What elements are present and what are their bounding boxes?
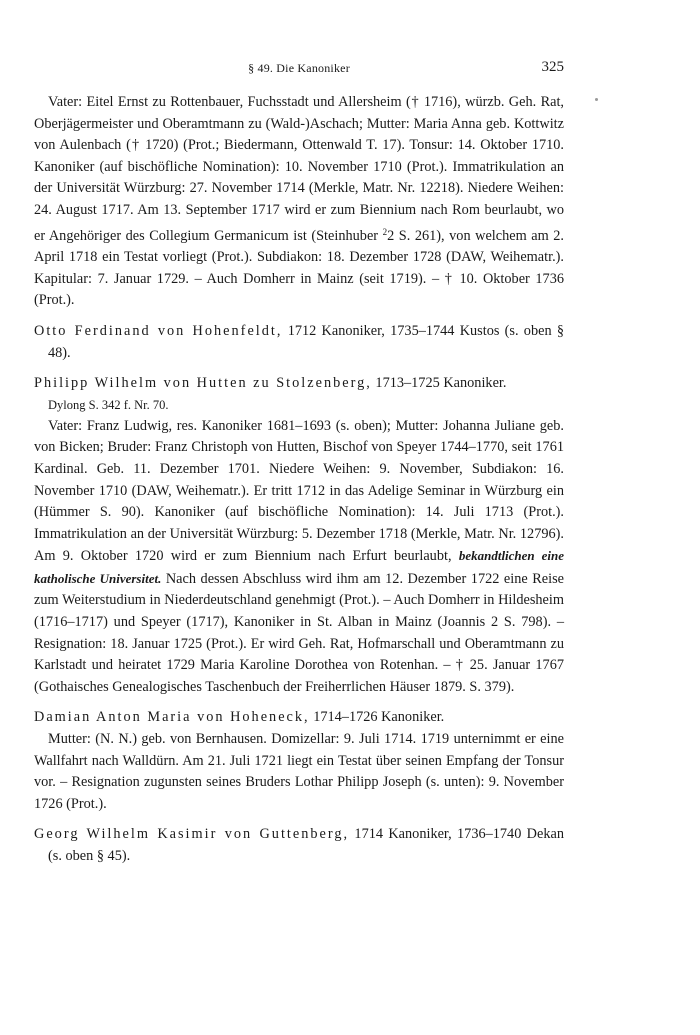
entry-hoheneck — [34, 707, 564, 729]
paragraph-hutten: Vater: Franz Ludwig, res. Kanoniker 1681–1693 (s. oben); Mutter: Johanna Juliane geb. von Bicken; Bruder: Franz Christoph von Hutten, Bischof von Speyer 1744–1770, seit 1761 Kardinal. Geb. 11. Dezember 1701. Niedere Weihen: 9. November, Subdiakon: 16. November 1710 (DAW, Weihematr.). Er tritt 1712 in das Adelige Seminar in Würzburg ein (Hümmer S. 90). Kanoniker (auf bischöfliche Nomination): 14. Juli 1713 (Prot.). Immatrikulation an der Universität Würzburg: 5. Dezember 1718 (Merkle, Matr. Nr. 12796). Am 9. Oktober 1720 wird er zum Biennium nach Erfurt beurlaubt, bekandtlichen eine katholische Universitet. Nach dessen Abschluss wird ihm am 12. Dezember 1722 eine Reise zum Weiterstudium in Niederdeutschland genehmigt (Prot.). – Auch Domherr in Hildesheim (1716–1717) und Speyer (1717), Kanoniker in St. Alban in Mainz (Joannis 2 S. 798). – Resignation: 18. Januar 1725 (Prot.). Er wird Geh. Rat, Hofmarschall und Oberamtmann zu Karlstadt und heiratet 1729 Maria Karoline Dorothea von Rotenhan. – † 25. Januar 1767 (Gothaisches Genealogisches Taschenbuch der Freiherrlichen Häuser 1879. S. 379). — [34, 417, 565, 695]
page-number: 325 — [541, 59, 564, 75]
running-head — [34, 59, 564, 79]
entry-name: Philipp Wilhelm von Hutten zu Stolzenberg, — [34, 375, 372, 392]
entry-summary: 1714–1726 Kanoniker. — [309, 709, 445, 726]
entry-summary: 1713–1725 Kanoniker. — [371, 375, 507, 392]
entry-source: Dylong S. 342 f. Nr. 70. — [48, 397, 169, 412]
body-text — [34, 92, 564, 868]
entry-name: Otto Ferdinand von Hohenfeldt, — [34, 322, 283, 339]
entry-summary: 1712 Kanoniker, 1735–1744 Kustos (s. oben § 48). — [48, 322, 564, 361]
section-title: § 49. Die Kanoniker — [248, 61, 350, 75]
emphasis-quote: bekandtlichen eine katholische Universitet. — [34, 548, 565, 586]
entry-name: Damian Anton Maria von Hoheneck, — [34, 709, 310, 726]
entry-hohenfeldt — [34, 321, 564, 364]
entry-summary: 1714 Kanoniker, 1736–1740 Dekan (s. oben § 45). — [48, 826, 564, 864]
paragraph-eitel-ernst: Vater: Eitel Ernst zu Rottenbauer, Fuchsstadt und Allersheim († 1716), würzb. Geh. Rat, Oberjägermeister und Oberamtmann zu (Wald-)Aschach; Mutter: Maria Anna geb. Kottwitz von Aulenbach († 1720) (Prot.; Biedermann, Ottenwald T. 17). Tonsur: 14. Oktober 1710. Kanoniker (auf bischöfliche Nomination): 10. November 1710 (Prot.). Immatrikulation an der Universität Würzburg: 27. November 1714 (Merkle, Matr. Nr. 12218). Niedere Weihen: 24. August 1717. Am 13. September 1717 wird er zum Biennium nach Rom beurlaubt, wo er Angehöriger des Collegium Germanicum ist (Steinhuber $^2$2 S. 261), von welchem am 2. April 1718 ein Testat vorliegt (Prot.). Subdiakon: 18. Dezember 1728 (DAW, Weihematr.). Kapitular: 7. Januar 1729. – Auch Domherr in Mainz (seit 1719). – † 10. Oktober 1736 (Prot.). — [34, 94, 564, 309]
entry-hutten — [34, 373, 564, 395]
superscript: 2 — [382, 226, 388, 237]
entry-name: Georg Wilhelm Kasimir von Guttenberg, — [34, 826, 350, 843]
paragraph-hoheneck: Mutter: (N. N.) geb. von Bernhausen. Domizellar: 9. Juli 1714. 1719 unternimmt er eine Wallfahrt nach Walldürn. Am 21. Juli 1721 liegt ein Testat über seinen Empfang der Tonsur vor. – Resignation zugunsten seines Bruders Lothar Philipp Joseph (s. unten): 9. November 1726 (Prot.). — [34, 731, 564, 812]
margin-mark — [595, 98, 598, 101]
entry-guttenberg — [34, 824, 564, 867]
